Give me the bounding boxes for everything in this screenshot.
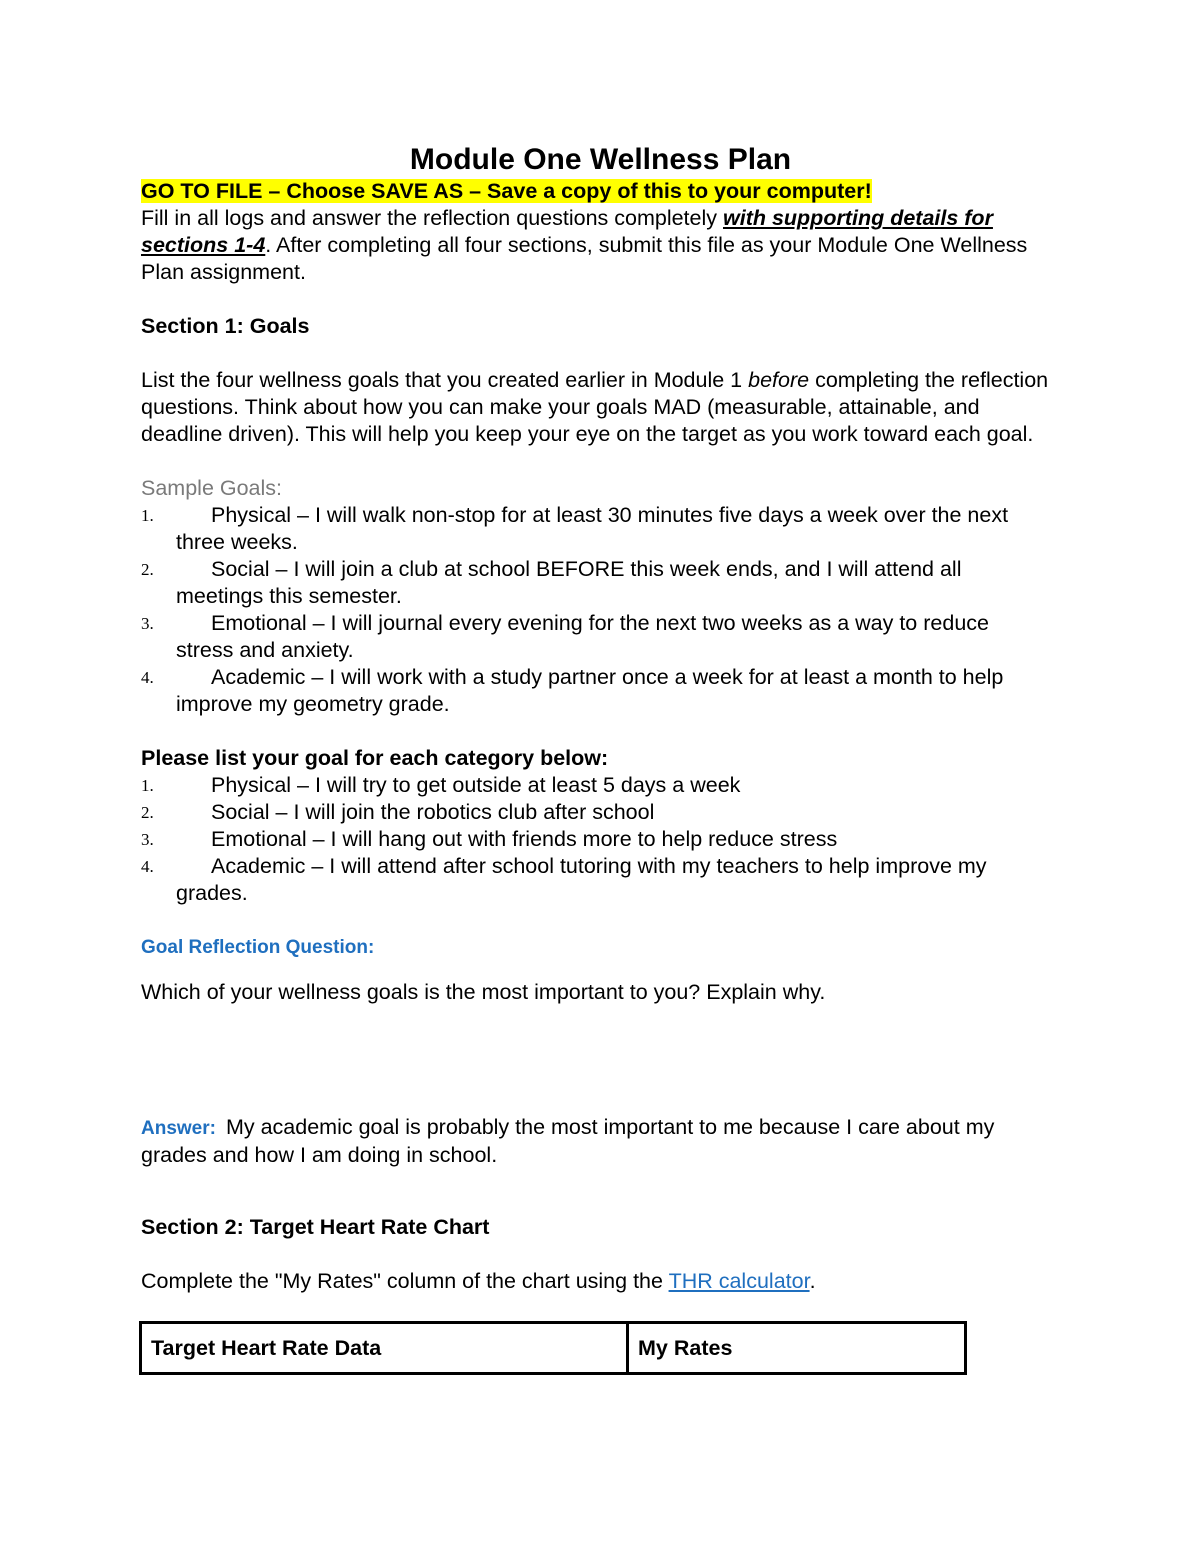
section1-instructions-italic: before bbox=[748, 368, 810, 392]
list-item: 1. Physical – I will walk non-stop for at least 30 minutes five days a week over the next three weeks. bbox=[141, 503, 1009, 554]
section1-heading: Section 1: Goals bbox=[141, 314, 310, 338]
answer-label: Answer: bbox=[141, 1118, 216, 1139]
table-header-cell: Target Heart Rate Data bbox=[141, 1323, 628, 1374]
intro-paragraph bbox=[141, 205, 1050, 286]
target-heart-rate-table bbox=[139, 1321, 967, 1375]
save-notice-line bbox=[141, 178, 1050, 205]
section2-instructions-2: . bbox=[809, 1269, 816, 1293]
answer-text: My academic goal is probably the most important to me because I care about my grades and how I am doing in school. bbox=[141, 1115, 995, 1167]
answer-paragraph bbox=[141, 1114, 1050, 1169]
table-row bbox=[141, 1323, 966, 1374]
sample-goals-list bbox=[141, 502, 1050, 718]
intro-text-1: Fill in all logs and answer the reflection questions completely bbox=[141, 206, 723, 230]
save-notice: GO TO FILE – Choose SAVE AS – Save a copy of this to your computer! bbox=[141, 179, 872, 203]
thr-calculator-link[interactable]: THR calculator bbox=[668, 1269, 810, 1293]
table-header-cell: My Rates bbox=[628, 1323, 966, 1374]
goal-list-prompt: Please list your goal for each category below: bbox=[141, 746, 609, 770]
intro-text-2: . After completing all four sections, submit this file as your Module One Wellness Plan assignment. bbox=[141, 233, 1028, 284]
section2-heading: Section 2: Target Heart Rate Chart bbox=[141, 1215, 490, 1239]
section2-instructions bbox=[141, 1268, 1050, 1295]
list-item: 3. Emotional – I will journal every evening for the next two weeks as a way to reduce stress and anxiety. bbox=[141, 611, 989, 662]
reflection-heading: Goal Reflection Question: bbox=[141, 937, 375, 958]
sample-goals-label: Sample Goals: bbox=[141, 476, 283, 500]
intro-emphasis: with supporting details for sections 1-4 bbox=[141, 206, 993, 257]
list-item: 4. Academic – I will work with a study partner once a week for at least a month to help improve my geometry grade. bbox=[141, 665, 1004, 716]
section1-instructions bbox=[141, 367, 1050, 448]
list-item: 3. Emotional – I will hang out with friends more to help reduce stress bbox=[141, 827, 838, 851]
section2-instructions-1: Complete the "My Rates" column of the chart using the bbox=[141, 1269, 669, 1293]
list-item: 2. Social – I will join a club at school BEFORE this week ends, and I will attend all meetings this semester. bbox=[141, 557, 962, 608]
list-item: 1. Physical – I will try to get outside at least 5 days a week bbox=[141, 773, 741, 797]
section1-instructions-1: List the four wellness goals that you created earlier in Module 1 bbox=[141, 368, 749, 392]
list-item: 4. Academic – I will attend after school tutoring with my teachers to help improve my grades. bbox=[141, 854, 987, 905]
page-title: Module One Wellness Plan bbox=[409, 143, 792, 176]
section1-instructions-2: completing the reflection questions. Think about how you can make your goals MAD (measurable, attainable, and deadline driven). This will help you keep your eye on the target as you work toward each goal. bbox=[141, 368, 1049, 446]
list-item: 2. Social – I will join the robotics club after school bbox=[141, 800, 655, 824]
reflection-question: Which of your wellness goals is the most important to you? Explain why. bbox=[141, 980, 826, 1004]
my-goals-list bbox=[141, 772, 1050, 907]
